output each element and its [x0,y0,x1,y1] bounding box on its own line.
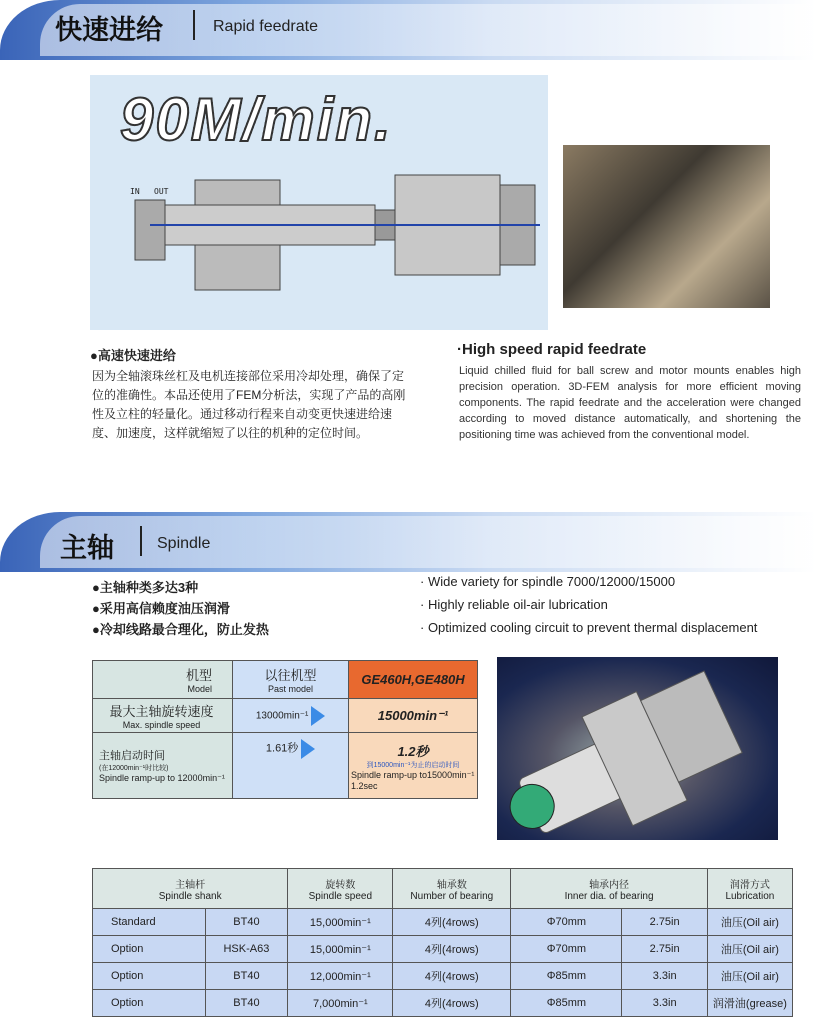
new-max-speed: 15000min⁻¹ [349,699,478,733]
section-banner-spindle [0,512,816,572]
text: Past model [267,684,314,694]
heading-en: ·High speed rapid feedrate [457,341,647,358]
diagram-label-in: IN [130,187,140,196]
rapid-feed-diagram [90,75,548,330]
table-cell: 油压(Oil air) [707,936,792,963]
table-cell: 油压(Oil air) [707,963,792,990]
spindle-bullets-en [420,570,757,639]
section-title-en: Rapid feedrate [213,18,318,35]
table-cell: 4列(4rows) [393,963,511,990]
table-row [93,936,793,963]
table-cell: Φ70mm [511,909,622,936]
heading-cn: ●高速快速进给 [90,348,176,363]
table-cell: 15,000min⁻¹ [288,936,393,963]
header-model [93,661,233,699]
table-cell: Standard [93,909,206,936]
comparison-table [92,660,478,799]
text: Number of bearing [410,890,494,902]
table-cell: 润滑油(grease) [707,990,792,1017]
text: 13000min⁻¹ [255,710,309,722]
text: Inner dia. of bearing [564,890,654,902]
new-rampup [349,733,478,799]
text: Spindle shank [158,890,222,902]
spindle-image [497,657,778,840]
table-cell [93,699,478,733]
table-cell: BT40 [205,909,288,936]
table-cell: HSK-A63 [205,936,288,963]
bullet: ●冷却线路最合理化，防止发热 [92,622,269,637]
table-row [93,990,793,1017]
spindle-drawing [497,657,778,840]
body-cn: 因为全轴滚珠丝杠及电机连接部位采用冷却处理，确保了定位的准确性。本品还使用了FEM分析法，实现了产品的高刚性及立柱的轻量化。通过移动行程来自动变更快速进给速度、加速度，这样就缩短了以往的机种的定位时间。 [92,369,406,440]
text: 1.2秒 [397,743,429,759]
text: 1.61秒 [265,742,299,755]
spindle-bullets-cn [92,577,269,640]
text: Spindle speed [308,890,373,902]
table-cell: 4列(4rows) [393,909,511,936]
arrow-icon [301,739,315,759]
table-cell: 油压(Oil air) [707,909,792,936]
header-spindle-speed [288,869,393,909]
table-cell: BT40 [205,990,288,1017]
table-cell: Option [93,963,206,990]
row-max-speed-label [93,699,233,733]
text: Model [187,684,212,694]
table-cell: 3.3in [622,963,707,990]
text: 最大主轴旋转速度 [109,704,214,719]
text: 轴承数 [436,879,467,891]
table-cell: Φ70mm [511,936,622,963]
text: 1.2sec [351,780,378,791]
bullet: ●采用高信赖度油压润滑 [92,601,230,616]
table-row [93,909,793,936]
table-cell [93,869,793,909]
header-new-model: GE460H,GE480H [349,661,478,699]
header-past-model [233,661,349,699]
table-cell: 4列(4rows) [393,936,511,963]
bullet: · Optimized cooling circuit to prevent thermal displacement [420,620,758,635]
text: Max. spindle speed [122,720,201,730]
text: 主轴启动时间 [99,750,165,762]
bullet: ●主轴种类多达3种 [92,580,199,595]
table-cell: 2.75in [622,936,707,963]
table-cell: 15,000min⁻¹ [288,909,393,936]
text: 以往机型 [264,668,317,683]
text: Lubrication [725,890,775,902]
table-cell: Option [93,990,206,1017]
table-cell: 3.3in [622,990,707,1017]
table-cell: 4列(4rows) [393,990,511,1017]
text: Spindle ramp-up to15000min⁻¹ [351,769,475,780]
body-en: Liquid chilled fluid for ball screw and motor mounts enables high precision operation. 3D-FEM analysis for more efficient moving components. The rapid feedrate and the acceleration were changed according to moved distance automatically, and shortening the positioning time was achieved from the conventional model. [459,365,801,441]
motor-mount-photo [563,145,770,308]
text: Spindle ramp-up to 12000min⁻¹ [99,773,225,783]
section-title-cn: 快速进给 [55,15,163,45]
text: (在12000min⁻¹时比较) [99,765,169,772]
text: 主轴杆 [175,879,206,891]
divider [193,10,195,40]
past-max-speed [233,699,349,733]
text: 机型 [185,668,212,683]
table-cell: 2.75in [622,909,707,936]
divider [140,526,142,556]
header-lubrication [707,869,792,909]
spindle-spec-table [92,868,793,1017]
diagram-label-out: OUT [154,187,169,196]
section-title-cn: 主轴 [60,533,114,563]
table-cell: 12,000min⁻¹ [288,963,393,990]
text: 轴承内径 [589,879,630,891]
table-row [93,963,793,990]
table-cell [93,733,478,799]
text: 润滑方式 [729,879,770,891]
table-cell: Option [93,936,206,963]
table-cell: Φ85mm [511,990,622,1017]
bullet: · Wide variety for spindle 7000/12000/15000 [420,574,676,589]
bullet: · Highly reliable oil-air lubrication [420,597,608,612]
section-title-en: Spindle [157,535,211,552]
table-cell: BT40 [205,963,288,990]
row-rampup-label [93,733,233,799]
ball-screw-drawing [90,75,548,330]
text: 旋转数 [325,879,356,891]
table-cell [93,661,478,699]
text: 到15000min⁻¹为止的启动时间 [366,761,460,769]
table-cell: Φ85mm [511,963,622,990]
header-bearing-count [393,869,511,909]
table-cell: 7,000min⁻¹ [288,990,393,1017]
header-bearing-inner-dia [511,869,707,909]
header-spindle-shank [93,869,288,909]
arrow-icon [311,706,325,726]
past-rampup [233,733,349,799]
hero-speed-text: 90M/min. [120,86,393,153]
